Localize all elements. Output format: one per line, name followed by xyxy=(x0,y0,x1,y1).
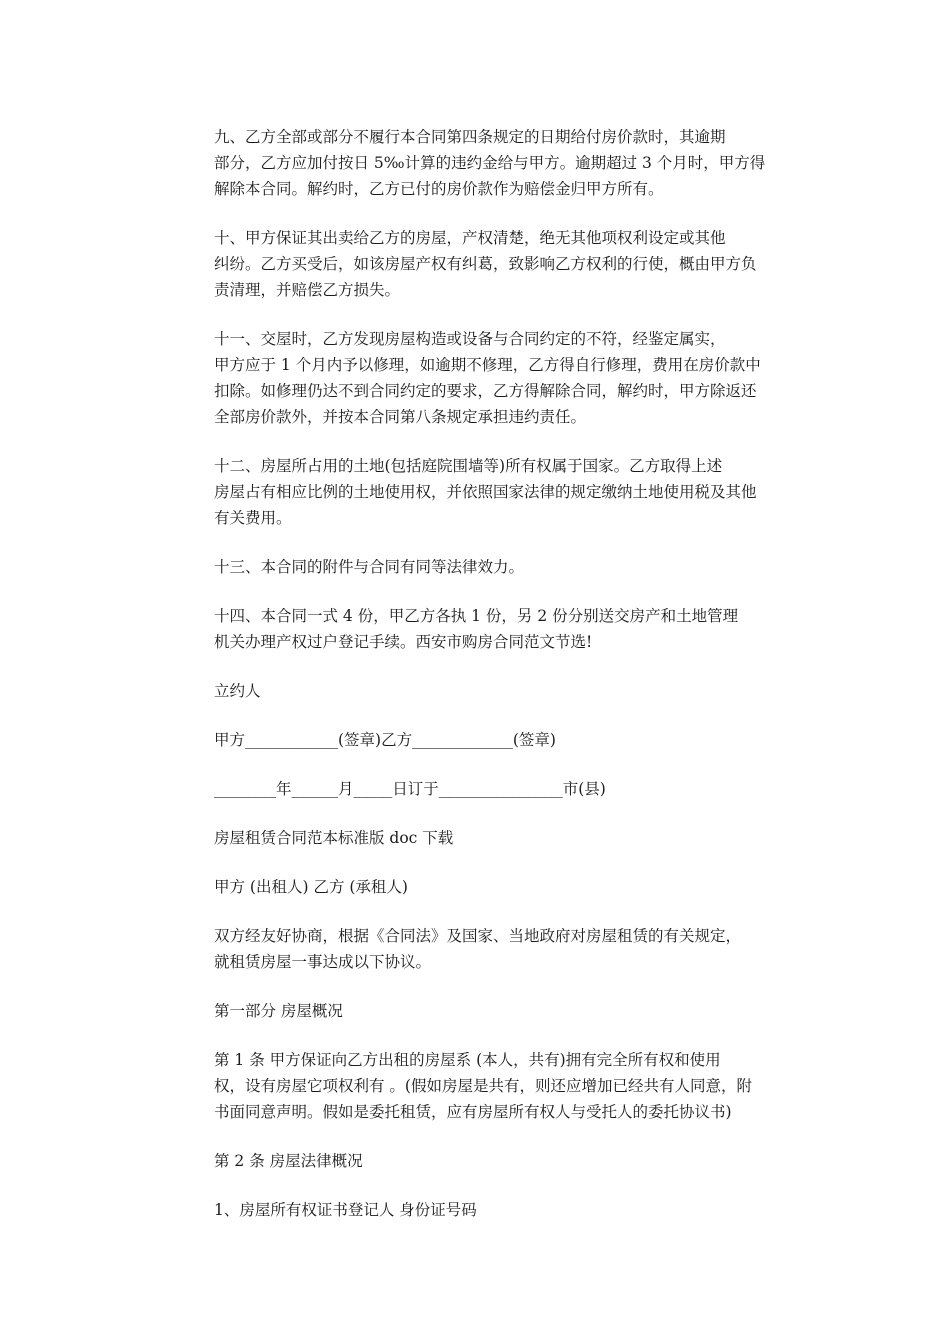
clause-9 xyxy=(180,124,780,202)
clause-10 xyxy=(180,225,780,303)
text-line: 1、房屋所有权证书登记人 身份证号码 xyxy=(214,1201,477,1219)
text-line: 九、乙方全部或部分不履行本合同第四条规定的日期给付房价款时，其逾期 xyxy=(214,128,726,146)
clause-12 xyxy=(180,453,780,531)
clause-13 xyxy=(180,554,780,580)
text-line: 甲方____________(签章)乙方_____________(签章) xyxy=(214,731,556,749)
article-2-item-1 xyxy=(180,1197,780,1223)
text-line: 十二、房屋所占用的土地(包括庭院围墙等)所有权属于国家。乙方取得上述 xyxy=(214,457,723,475)
article-2-heading xyxy=(180,1148,780,1174)
text-line: 十一、交屋时，乙方发现房屋构造或设备与合同约定的不符，经鉴定属实， xyxy=(214,330,726,348)
text-line: 部分，乙方应加付按日 5‰计算的违约金给与甲方。逾期超过 3 个月时，甲方得 xyxy=(214,154,766,172)
text-line: 书面同意声明。假如是委托租赁，应有房屋所有权人与受托人的委托协议书) xyxy=(214,1103,732,1121)
text-line: 十三、本合同的附件与合同有同等法律效力。 xyxy=(214,558,525,576)
date-place-line xyxy=(180,776,780,802)
clause-11 xyxy=(180,326,780,430)
text-line: 双方经友好协商，根据《合同法》及国家、当地政府对房屋租赁的有关规定， xyxy=(214,927,742,945)
text-line: 权，设有房屋它项权利有 。(假如房屋是共有，则还应增加已经共有人同意，附 xyxy=(214,1077,752,1095)
text-line: ________年______月_____日订于________________市(县) xyxy=(214,780,606,798)
text-line: 纠纷。乙方买受后，如该房屋产权有纠葛，致影响乙方权利的行使，概由甲方负 xyxy=(214,255,757,273)
text-line: 第 1 条 甲方保证向乙方出租的房屋系 (本人，共有)拥有完全所有权和使用 xyxy=(214,1051,721,1069)
text-line: 机关办理产权过户登记手续。西安市购房合同范文节选! xyxy=(214,633,593,651)
text-line: 解除本合同。解约时，乙方已付的房价款作为赔偿金归甲方所有。 xyxy=(214,180,664,198)
text-line: 立约人 xyxy=(214,682,261,700)
agreement-preamble xyxy=(180,923,780,975)
part-one-heading xyxy=(180,998,780,1024)
signature-line xyxy=(180,727,780,753)
rental-contract-title xyxy=(180,825,780,851)
text-line: 甲方应于 1 个月内予以修理，如逾期不修理，乙方得自行修理，费用在房价款中 xyxy=(214,356,761,374)
text-line: 房屋租赁合同范本标准版 doc 下载 xyxy=(214,829,454,847)
text-line: 十、甲方保证其出卖给乙方的房屋，产权清楚，绝无其他项权利设定或其他 xyxy=(214,229,726,247)
text-line: 第 2 条 房屋法律概况 xyxy=(214,1152,363,1170)
text-line: 十四、本合同一式 4 份，甲乙方各执 1 份，另 2 份分别送交房产和土地管理 xyxy=(214,607,739,625)
text-line: 房屋占有相应比例的土地使用权，并依照国家法律的规定缴纳土地使用税及其他 xyxy=(214,483,757,501)
text-line: 责清理，并赔偿乙方损失。 xyxy=(214,281,401,299)
text-line: 第一部分 房屋概况 xyxy=(214,1002,343,1020)
text-line: 全部房价款外，并按本合同第八条规定承担违约责任。 xyxy=(214,408,587,426)
article-1 xyxy=(180,1047,780,1125)
signatories-heading xyxy=(180,678,780,704)
text-line: 就租赁房屋一事达成以下协议。 xyxy=(214,953,432,971)
text-line: 扣除。如修理仍达不到合同约定的要求，乙方得解除合同，解约时，甲方除返还 xyxy=(214,382,757,400)
clause-14 xyxy=(180,603,780,655)
text-line: 有关费用。 xyxy=(214,509,292,527)
parties-line xyxy=(180,874,780,900)
text-line: 甲方 (出租人) 乙方 (承租人) xyxy=(214,878,408,896)
document-body xyxy=(180,124,780,1246)
